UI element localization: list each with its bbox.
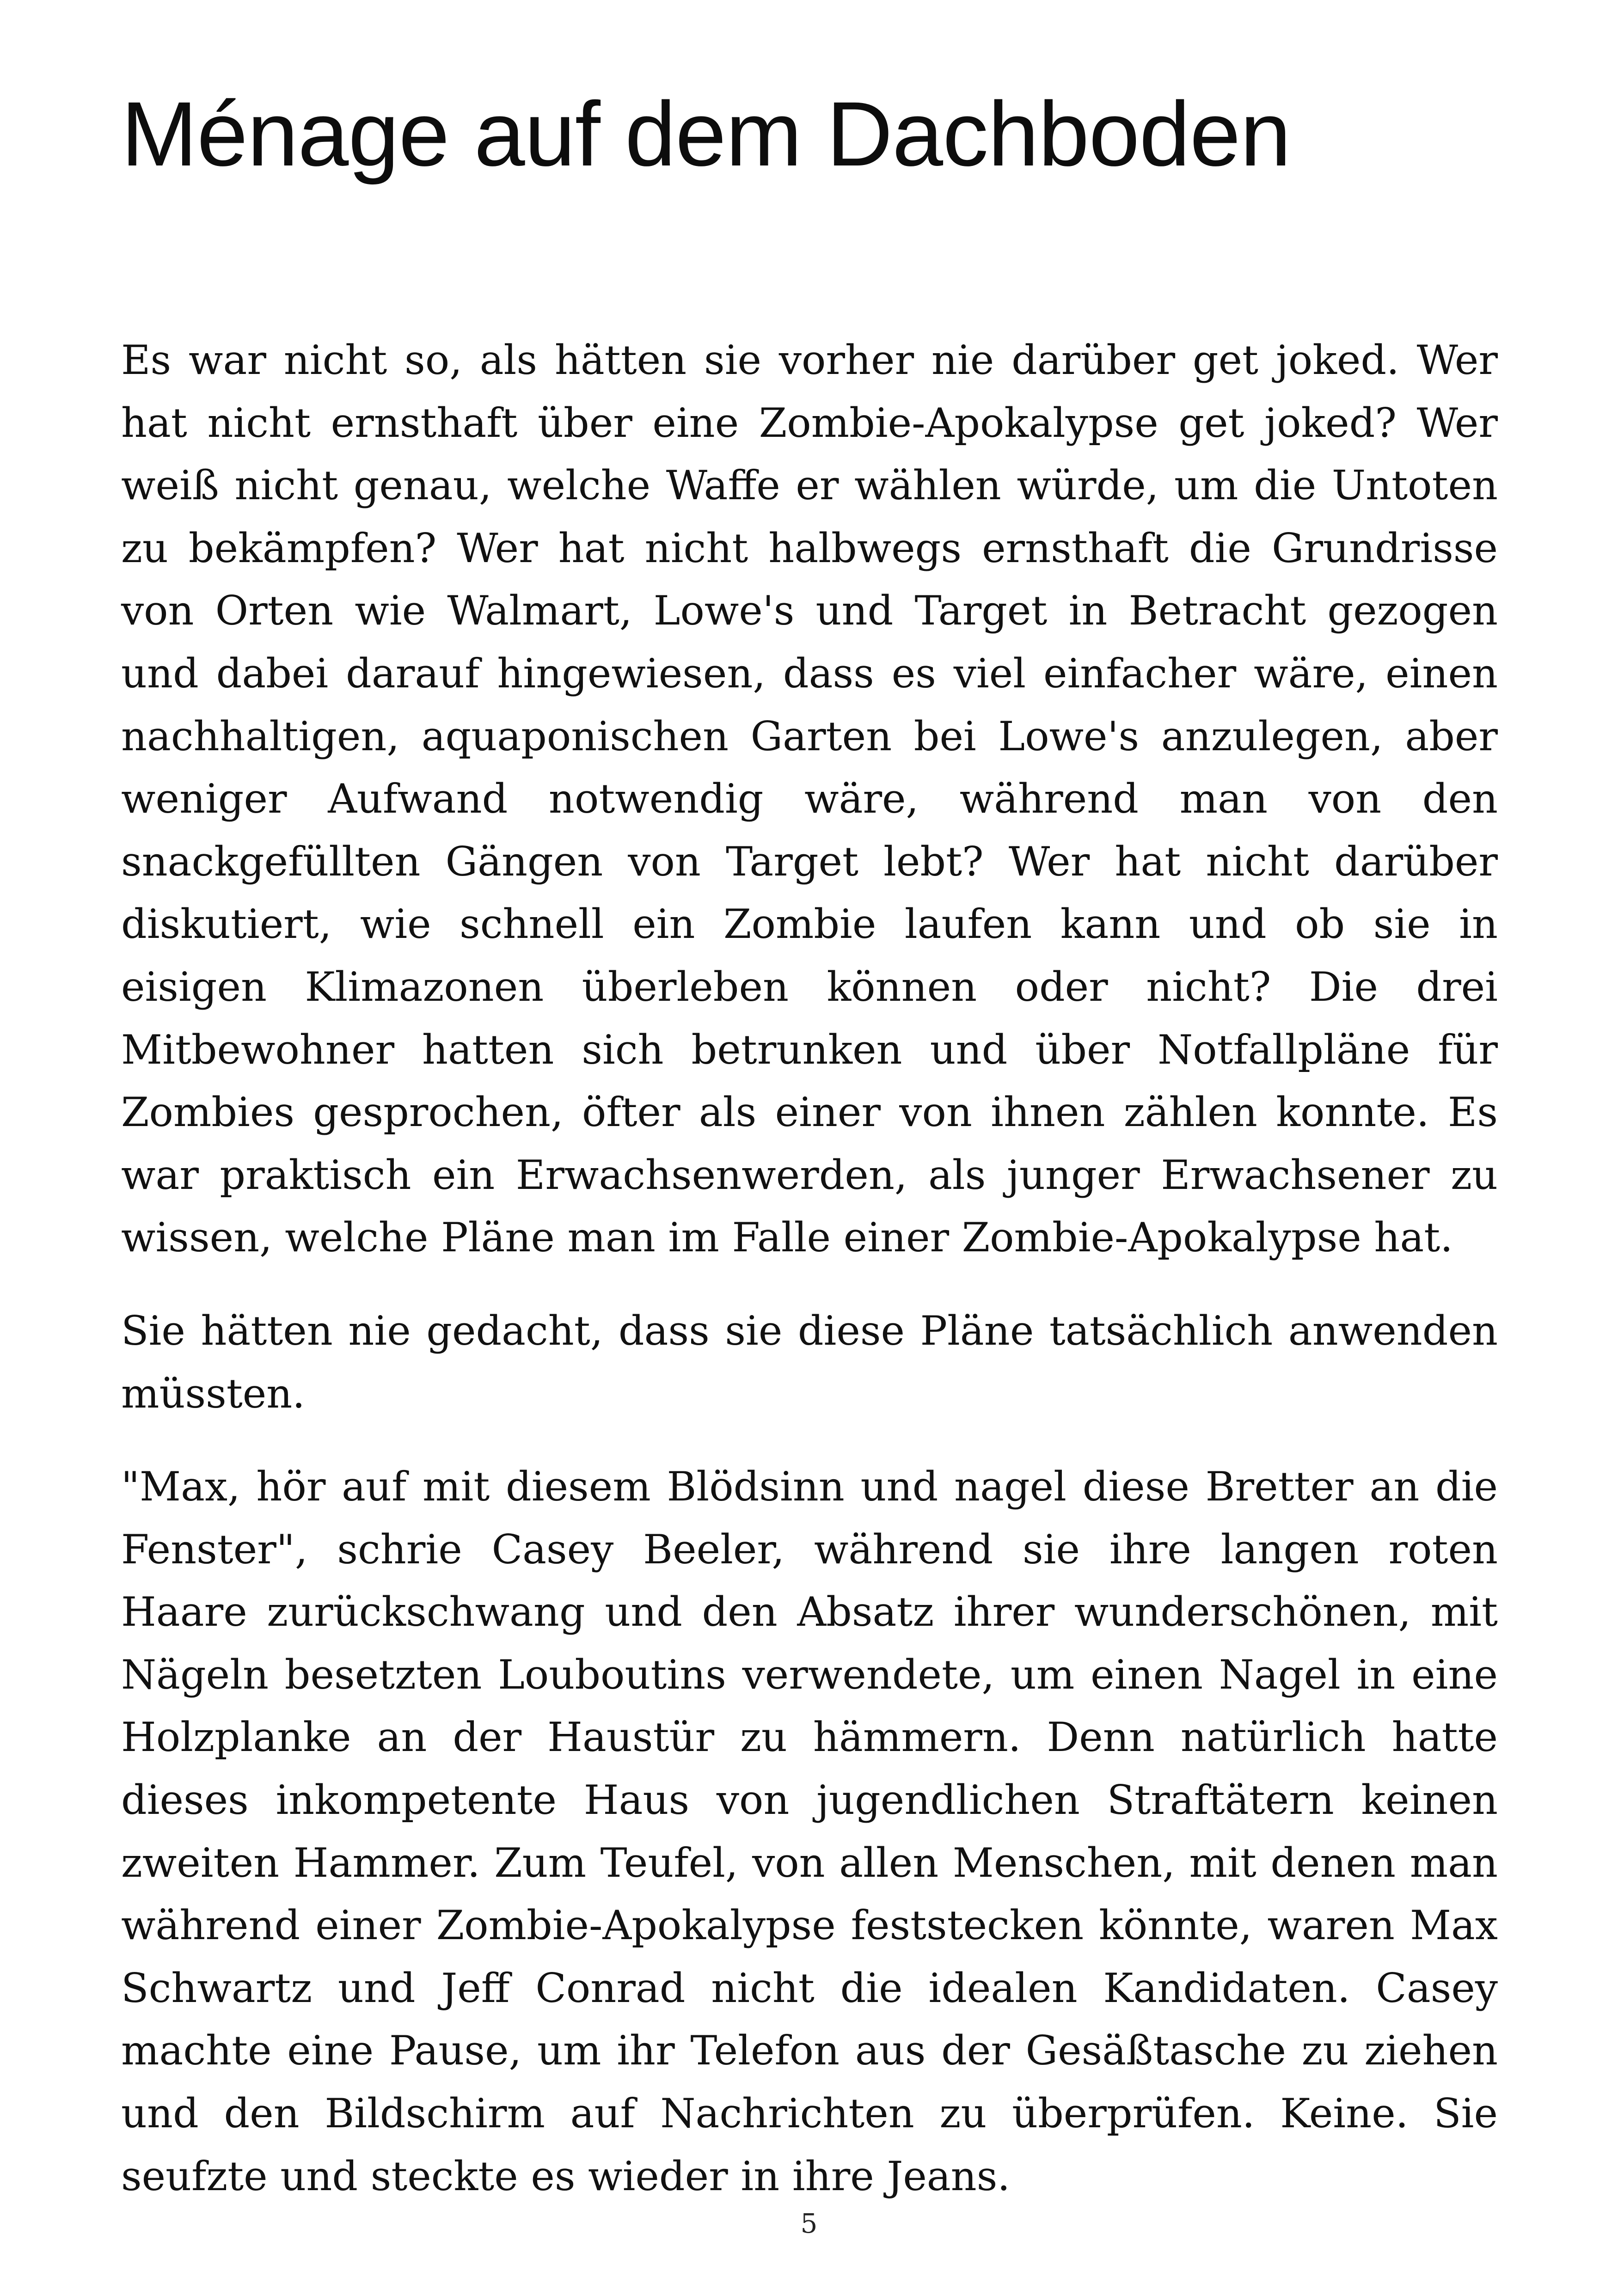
paragraph: "Max, hör auf mit diesem Blödsinn und nagel diese Bretter an die Fenster", schrie Casey Beeler, während sie ihre langen roten Haare zurückschwang und den Absatz ihrer wunderschönen, mit Nägeln besetzten Louboutins verwendete, um einen Nagel in eine Holzplanke an der Haustür zu hämmern. Denn natürlich hatte dieses inkompetente Haus von jugendlichen Straftätern keinen zweiten Hammer. Zum Teufel, von allen Menschen, mit denen man während einer Zombie-Apokalypse feststecken könnte, waren Max Schwartz und Jeff Conrad nicht die idealen Kandidaten. Casey machte eine Pause, um ihr Telefon aus der Gesäßtasche zu ziehen und den Bildschirm auf Nachrichten zu überprüfen. Keine. Sie seufzte und steckte es wieder in ihre Jeans.: [121, 1463, 1498, 2200]
chapter-body: [121, 329, 1498, 2238]
chapter-title: Ménage auf dem Dachboden: [121, 83, 1291, 185]
paragraph: Es war nicht so, als hätten sie vorher nie darüber get joked. Wer hat nicht ernsthaft über eine Zombie-Apokalypse get joked? Wer weiß nicht genau, welche Waffe er wählen würde, um die Untoten zu bekämpfen? Wer hat nicht halbwegs ernsthaft die Grundrisse von Orten wie Walmart, Lowe's und Target in Betracht gezogen und dabei darauf hingewiesen, dass es viel einfacher wäre, einen nachhaltigen, aquaponischen Garten bei Lowe's anzulegen, aber weniger Aufwand notwendig wäre, während man von den snackgefüllten Gängen von Target lebt? Wer hat nicht darüber diskutiert, wie schnell ein Zombie laufen kann und ob sie in eisigen Klimazonen überleben können oder nicht? Die drei Mitbewohner hatten sich betrunken und über Notfallpläne für Zombies gesprochen, öfter als einer von ihnen zählen konnte. Es war praktisch ein Erwachsenwerden, als junger Erwachsener zu wissen, welche Pläne man im Falle einer Zombie-Apokalypse hat.: [121, 337, 1498, 1261]
page-number: 5: [800, 2208, 818, 2239]
paragraph: Sie hätten nie gedacht, dass sie diese Pläne tatsächlich anwenden müssten.: [121, 1307, 1498, 1417]
